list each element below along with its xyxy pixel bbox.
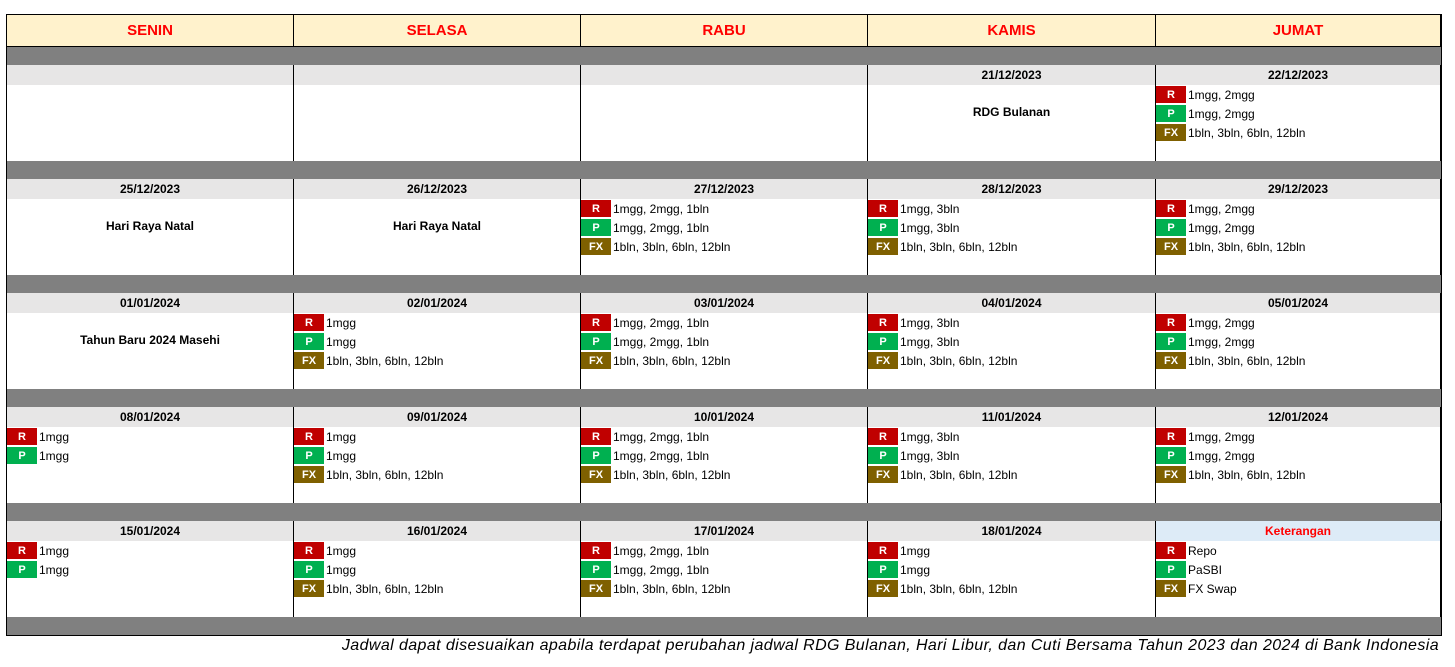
day-cell [294, 179, 581, 275]
cell-date: 27/12/2023 [581, 179, 867, 199]
instrument-tenor-text: 1mgg, 2mgg, 1bln [613, 562, 710, 577]
instrument-tenor-text: 1bln, 3bln, 6bln, 12bln [613, 239, 731, 254]
instrument-badge-fx: FX [1156, 124, 1186, 141]
instrument-row-fx [294, 351, 580, 370]
cell-body [7, 85, 293, 161]
instrument-row-fx [294, 579, 580, 598]
instrument-row-fx [868, 465, 1155, 484]
instrument-row-r [868, 427, 1155, 446]
instrument-row-r [581, 313, 867, 332]
instrument-tenor-text: 1bln, 3bln, 6bln, 12bln [1188, 239, 1306, 254]
instrument-row-p [1156, 218, 1440, 237]
instrument-row-fx [868, 579, 1155, 598]
instrument-row-r [7, 427, 293, 446]
instrument-row-p [1156, 446, 1440, 465]
instrument-badge-fx: FX [294, 352, 324, 369]
instrument-tenor-text: 1mgg, 2mgg [1188, 87, 1255, 102]
week-separator [7, 275, 1441, 293]
day-cell [868, 293, 1156, 389]
cell-body [868, 85, 1155, 161]
instrument-badge-r: R [868, 200, 898, 217]
instrument-badge-fx: FX [868, 238, 898, 255]
day-cell [581, 521, 868, 617]
day-cell [294, 293, 581, 389]
cell-body [1156, 313, 1440, 389]
instrument-tenor-text: PaSBI [1188, 562, 1223, 577]
instrument-tenor-text: 1bln, 3bln, 6bln, 12bln [613, 581, 731, 596]
instrument-tenor-text: 1mgg, 3bln [900, 334, 960, 349]
cell-date: 04/01/2024 [868, 293, 1155, 313]
day-cell [1156, 65, 1441, 161]
instrument-row-r [294, 313, 580, 332]
cell-date: 16/01/2024 [294, 521, 580, 541]
instrument-tenor-text: 1mgg, 3bln [900, 315, 960, 330]
instrument-row-p [868, 332, 1155, 351]
cell-body [868, 313, 1155, 389]
instrument-tenor-text: 1mgg, 2mgg, 1bln [613, 429, 710, 444]
instrument-tenor-text: 1mgg, 3bln [900, 448, 960, 463]
instrument-badge-r: R [1156, 428, 1186, 445]
cell-date: 01/01/2024 [7, 293, 293, 313]
instrument-badge-r: R [1156, 542, 1186, 559]
instrument-badge-p: P [1156, 561, 1186, 578]
day-header-jumat: JUMAT [1156, 15, 1441, 47]
day-cell [868, 65, 1156, 161]
instrument-badge-r: R [868, 428, 898, 445]
instrument-badge-fx: FX [294, 466, 324, 483]
cell-date [581, 65, 867, 85]
instrument-tenor-text: 1bln, 3bln, 6bln, 12bln [900, 581, 1018, 596]
instrument-tenor-text: 1mgg, 2mgg [1188, 106, 1255, 121]
day-cell [581, 179, 868, 275]
instrument-badge-fx: FX [581, 352, 611, 369]
instrument-badge-fx: FX [868, 466, 898, 483]
week-separator [7, 503, 1441, 521]
instrument-tenor-text: 1mgg, 2mgg, 1bln [613, 201, 710, 216]
instrument-row-p [581, 218, 867, 237]
cell-body [1156, 541, 1440, 617]
instrument-row-r [868, 541, 1155, 560]
cell-date: 08/01/2024 [7, 407, 293, 427]
instrument-badge-r: R [868, 314, 898, 331]
instrument-row-fx [1156, 465, 1440, 484]
cell-body [294, 313, 580, 389]
instrument-tenor-text: 1bln, 3bln, 6bln, 12bln [1188, 467, 1306, 482]
instrument-badge-p: P [581, 561, 611, 578]
cell-body [7, 541, 293, 617]
instrument-badge-r: R [294, 542, 324, 559]
instrument-row-fx [581, 579, 867, 598]
instrument-tenor-text: 1mgg, 2mgg [1188, 315, 1255, 330]
day-cell [294, 65, 581, 161]
instrument-tenor-text: 1mgg, 2mgg [1188, 334, 1255, 349]
week-separator [7, 389, 1441, 407]
day-cell [294, 407, 581, 503]
instrument-badge-fx: FX [1156, 238, 1186, 255]
instrument-tenor-text: 1bln, 3bln, 6bln, 12bln [900, 239, 1018, 254]
instrument-tenor-text: 1mgg, 2mgg [1188, 448, 1255, 463]
instrument-badge-r: R [581, 428, 611, 445]
instrument-badge-p: P [581, 333, 611, 350]
cell-date: 03/01/2024 [581, 293, 867, 313]
week-separator [7, 617, 1441, 635]
instrument-row-r [1156, 199, 1440, 218]
instrument-row-fx [1156, 237, 1440, 256]
cell-body [581, 199, 867, 275]
instrument-row-fx [868, 351, 1155, 370]
instrument-tenor-text: 1bln, 3bln, 6bln, 12bln [326, 581, 444, 596]
instrument-tenor-text: 1bln, 3bln, 6bln, 12bln [1188, 125, 1306, 140]
cell-date: 25/12/2023 [7, 179, 293, 199]
instrument-badge-p: P [581, 447, 611, 464]
schedule-calendar [6, 14, 1442, 636]
instrument-row-p [868, 446, 1155, 465]
instrument-tenor-text: 1bln, 3bln, 6bln, 12bln [326, 353, 444, 368]
day-cell [294, 521, 581, 617]
instrument-tenor-text: 1mgg [326, 334, 357, 349]
instrument-tenor-text: 1bln, 3bln, 6bln, 12bln [900, 467, 1018, 482]
instrument-row-p [1156, 332, 1440, 351]
instrument-row-fx [1156, 579, 1440, 598]
instrument-badge-p: P [7, 447, 37, 464]
instrument-row-r [1156, 427, 1440, 446]
cell-date: 09/01/2024 [294, 407, 580, 427]
day-cell [868, 521, 1156, 617]
instrument-tenor-text: 1mgg, 2mgg [1188, 429, 1255, 444]
instrument-row-r [581, 199, 867, 218]
day-cell [7, 521, 294, 617]
instrument-row-p [1156, 104, 1440, 123]
instrument-tenor-text: 1mgg, 2mgg, 1bln [613, 220, 710, 235]
cell-body [294, 427, 580, 503]
instrument-row-p [294, 560, 580, 579]
instrument-badge-fx: FX [581, 466, 611, 483]
day-cell [7, 179, 294, 275]
instrument-row-r [1156, 85, 1440, 104]
cell-date: 10/01/2024 [581, 407, 867, 427]
instrument-row-fx [1156, 123, 1440, 142]
instrument-tenor-text: 1bln, 3bln, 6bln, 12bln [613, 353, 731, 368]
cell-body [1156, 199, 1440, 275]
instrument-row-fx [581, 465, 867, 484]
instrument-row-r [868, 313, 1155, 332]
instrument-row-p [868, 560, 1155, 579]
day-cell [581, 293, 868, 389]
instrument-badge-fx: FX [294, 580, 324, 597]
instrument-badge-fx: FX [868, 352, 898, 369]
cell-date: 17/01/2024 [581, 521, 867, 541]
instrument-badge-r: R [1156, 200, 1186, 217]
cell-body [7, 427, 293, 503]
instrument-badge-r: R [581, 200, 611, 217]
footnote: Jadwal dapat disesuaikan apabila terdapat perubahan jadwal RDG Bulanan, Hari Libur, dan Cuti Bersama Tahun 2023 dan 2024 di Bank Indonesia [341, 637, 1439, 654]
cell-date: 18/01/2024 [868, 521, 1155, 541]
cell-date: 22/12/2023 [1156, 65, 1440, 85]
instrument-row-r [581, 427, 867, 446]
cell-body [581, 313, 867, 389]
instrument-tenor-text: 1mgg, 2mgg [1188, 220, 1255, 235]
day-header-senin: SENIN [7, 15, 294, 47]
legend-title: Keterangan [1156, 521, 1440, 541]
instrument-badge-p: P [1156, 105, 1186, 122]
instrument-row-r [294, 427, 580, 446]
day-header-selasa: SELASA [294, 15, 581, 47]
cell-body [581, 85, 867, 161]
instrument-tenor-text: 1mgg, 2mgg, 1bln [613, 334, 710, 349]
cell-date: 11/01/2024 [868, 407, 1155, 427]
cell-body [581, 541, 867, 617]
cell-body [868, 199, 1155, 275]
instrument-tenor-text: 1mgg, 3bln [900, 429, 960, 444]
instrument-badge-p: P [294, 447, 324, 464]
instrument-badge-p: P [868, 333, 898, 350]
instrument-row-fx [581, 351, 867, 370]
instrument-tenor-text: 1mgg [326, 543, 357, 558]
instrument-tenor-text: 1mgg, 2mgg [1188, 201, 1255, 216]
instrument-row-fx [294, 465, 580, 484]
instrument-tenor-text: Repo [1188, 543, 1217, 558]
instrument-badge-fx: FX [1156, 352, 1186, 369]
cell-date [7, 65, 293, 85]
instrument-row-r [1156, 313, 1440, 332]
instrument-badge-fx: FX [868, 580, 898, 597]
cell-note: Hari Raya Natal [392, 219, 482, 233]
cell-date: 26/12/2023 [294, 179, 580, 199]
cell-body [1156, 427, 1440, 503]
cell-note: Tahun Baru 2024 Masehi [80, 333, 220, 347]
instrument-tenor-text: 1mgg, 3bln [900, 220, 960, 235]
instrument-badge-p: P [868, 219, 898, 236]
instrument-tenor-text: 1mgg, 2mgg, 1bln [613, 315, 710, 330]
day-cell [868, 179, 1156, 275]
cell-date: 05/01/2024 [1156, 293, 1440, 313]
instrument-badge-p: P [868, 447, 898, 464]
instrument-row-p [7, 446, 293, 465]
instrument-row-p [581, 446, 867, 465]
legend-cell [1156, 521, 1441, 617]
instrument-row-p [294, 446, 580, 465]
week-separator [7, 161, 1441, 179]
day-cell [7, 407, 294, 503]
instrument-badge-r: R [294, 428, 324, 445]
instrument-badge-r: R [1156, 86, 1186, 103]
cell-date: 29/12/2023 [1156, 179, 1440, 199]
cell-date: 02/01/2024 [294, 293, 580, 313]
instrument-tenor-text: 1mgg [326, 429, 357, 444]
day-cell [868, 407, 1156, 503]
cell-body [1156, 85, 1440, 161]
instrument-row-fx [868, 237, 1155, 256]
instrument-row-r [868, 199, 1155, 218]
instrument-row-fx [581, 237, 867, 256]
instrument-tenor-text: 1bln, 3bln, 6bln, 12bln [326, 467, 444, 482]
instrument-badge-p: P [581, 219, 611, 236]
cell-note: RDG Bulanan [972, 105, 1051, 119]
cell-body [581, 427, 867, 503]
cell-note: Hari Raya Natal [105, 219, 195, 233]
instrument-row-p [1156, 560, 1440, 579]
instrument-tenor-text: 1mgg, 2mgg, 1bln [613, 448, 710, 463]
cell-body [868, 541, 1155, 617]
day-cell [7, 293, 294, 389]
day-header-rabu: RABU [581, 15, 868, 47]
instrument-tenor-text: 1bln, 3bln, 6bln, 12bln [1188, 353, 1306, 368]
instrument-row-p [581, 560, 867, 579]
day-cell [1156, 407, 1441, 503]
instrument-badge-p: P [294, 333, 324, 350]
instrument-badge-r: R [581, 542, 611, 559]
instrument-tenor-text: 1mgg [326, 448, 357, 463]
instrument-badge-p: P [7, 561, 37, 578]
cell-body [294, 85, 580, 161]
cell-date: 28/12/2023 [868, 179, 1155, 199]
day-cell [7, 65, 294, 161]
instrument-badge-r: R [868, 542, 898, 559]
instrument-badge-p: P [1156, 447, 1186, 464]
cell-body [7, 313, 293, 389]
day-cell [581, 407, 868, 503]
instrument-tenor-text: 1mgg [900, 562, 931, 577]
instrument-badge-fx: FX [581, 238, 611, 255]
instrument-row-r [581, 541, 867, 560]
instrument-badge-fx: FX [1156, 580, 1186, 597]
instrument-badge-fx: FX [581, 580, 611, 597]
instrument-tenor-text: 1mgg [39, 562, 70, 577]
instrument-tenor-text: 1mgg, 2mgg, 1bln [613, 543, 710, 558]
instrument-row-fx [1156, 351, 1440, 370]
instrument-badge-r: R [294, 314, 324, 331]
instrument-tenor-text: 1bln, 3bln, 6bln, 12bln [900, 353, 1018, 368]
cell-date: 21/12/2023 [868, 65, 1155, 85]
instrument-badge-r: R [1156, 314, 1186, 331]
cell-date: 15/01/2024 [7, 521, 293, 541]
day-cell [581, 65, 868, 161]
instrument-row-p [581, 332, 867, 351]
cell-body [7, 199, 293, 275]
cell-date: 12/01/2024 [1156, 407, 1440, 427]
instrument-row-p [294, 332, 580, 351]
cell-date [294, 65, 580, 85]
instrument-tenor-text: 1mgg [900, 543, 931, 558]
instrument-badge-p: P [868, 561, 898, 578]
day-cell [1156, 293, 1441, 389]
instrument-row-p [868, 218, 1155, 237]
instrument-badge-r: R [7, 428, 37, 445]
instrument-row-r [1156, 541, 1440, 560]
week-separator [7, 47, 1441, 65]
instrument-tenor-text: 1mgg, 3bln [900, 201, 960, 216]
instrument-tenor-text: 1mgg [39, 448, 70, 463]
day-header-kamis: KAMIS [868, 15, 1156, 47]
instrument-row-p [7, 560, 293, 579]
instrument-badge-r: R [581, 314, 611, 331]
cell-body [294, 199, 580, 275]
instrument-tenor-text: 1bln, 3bln, 6bln, 12bln [613, 467, 731, 482]
instrument-row-r [7, 541, 293, 560]
day-cell [1156, 179, 1441, 275]
instrument-row-r [294, 541, 580, 560]
instrument-badge-p: P [294, 561, 324, 578]
instrument-badge-p: P [1156, 219, 1186, 236]
cell-body [868, 427, 1155, 503]
instrument-badge-fx: FX [1156, 466, 1186, 483]
instrument-badge-r: R [7, 542, 37, 559]
cell-body [294, 541, 580, 617]
instrument-tenor-text: 1mgg [326, 315, 357, 330]
instrument-tenor-text: 1mgg [39, 543, 70, 558]
instrument-tenor-text: 1mgg [39, 429, 70, 444]
instrument-tenor-text: 1mgg [326, 562, 357, 577]
instrument-badge-p: P [1156, 333, 1186, 350]
instrument-tenor-text: FX Swap [1188, 581, 1237, 596]
